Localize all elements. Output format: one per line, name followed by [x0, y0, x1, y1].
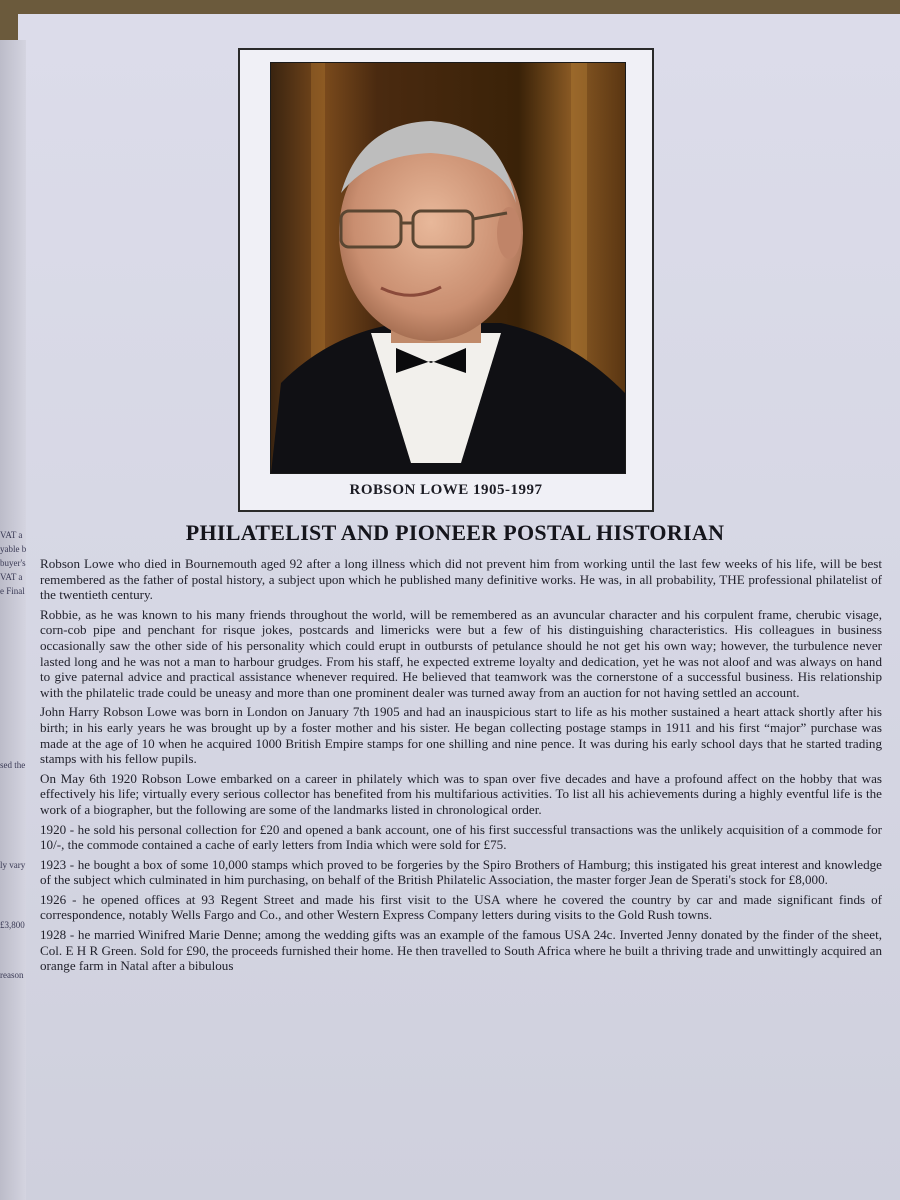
- paragraph: Robson Lowe who died in Bournemouth aged 92 after a long illness which did not prevent him from working until the last few weeks of his life, will be best remembered as the father of postal history, a subject upon which he published many definitive works. He was, in all probability, THE professional philatelist of the twentieth century.: [40, 556, 882, 603]
- fragment-text: reason: [0, 970, 24, 980]
- paragraph: 1926 - he opened offices at 93 Regent Street and made his first visit to the USA where he covered the country by car and made significant finds of correspondence, notably Wells Fargo and Co., and other Western Express Company letters during visits to the Gold Rush towns.: [40, 891, 882, 923]
- portrait-frame: [238, 48, 654, 512]
- fragment-text: e Final: [0, 586, 25, 596]
- fragment-text: buyer's: [0, 558, 26, 568]
- portrait-photo: [270, 62, 626, 474]
- fragment-text: VAT a: [0, 572, 23, 582]
- fragment-text: VAT a: [0, 530, 23, 540]
- adjacent-page-edge: [0, 40, 26, 1200]
- paragraph: 1923 - he bought a box of some 10,000 stamps which proved to be forgeries by the Spiro Brothers of Hamburg; this instigated his great interest and knowledge of the subject which culminated in him purchasing, on behalf of the British Philatelic Association, the master forger Jean de Sperati's stock for £8,000.: [40, 856, 882, 888]
- article-body: [40, 556, 882, 978]
- article-heading: PHILATELIST AND PIONEER POSTAL HISTORIAN: [185, 520, 725, 545]
- fragment-text: sed the: [0, 760, 26, 770]
- fragment-text: ly vary: [0, 860, 26, 870]
- paragraph: John Harry Robson Lowe was born in London on January 7th 1905 and had an inauspicious start to life as his mother sustained a heart attack shortly after his birth; in his early years he was brought up by a foster mother and his sister. He began collecting postage stamps in 1911 and his first “major” purchase was made at the age of 10 when he acquired 1000 British Empire stamps for one shilling and nine pence. It was during his early school days that he started trading stamps with his fellow pupils.: [40, 704, 882, 767]
- fragment-text: yable b: [0, 544, 26, 554]
- paragraph: 1928 - he married Winifred Marie Denne; among the wedding gifts was an example of the famous USA 24c. Inverted Jenny donated by the finder of the sheet, Col. E H R Green. Sold for £90, the proceeds furnished their home. He then travelled to South Africa where he built a thriving trade and unwittingly acquired an orange farm in Natal after a bibulous: [40, 927, 882, 974]
- paragraph: 1920 - he sold his personal collection for £20 and opened a bank account, one of his first successful transactions was the unlikely acquisition of a commode for 10/-, the commode contained a cache of early letters from India which were sold for £75.: [40, 821, 882, 853]
- paragraph: Robbie, as he was known to his many friends throughout the world, will be remembered as an avuncular character and his corpulent frame, cherubic visage, corn-cob pipe and penchant for risque jokes, postcards and limericks were but a few of his distinguishing characteristics. His colleagues in business occasionally saw the other side of his personality which could erupt in outbursts of petulance should he not get his own way; however, the turbulence never lasted long and he was not a man to harbour grudges. From his staff, he expected extreme loyalty and dedication, yet he was not aloof and was always on hand to give paternal advice and practical assistance whenever required. He believed that teamwork was the cornerstone of a successful business. His relationship with the philatelic trade could be uneasy and more than one prominent dealer was turned away from an auction for not having settled an account.: [40, 606, 882, 700]
- fragment-text: £3,800: [0, 920, 25, 930]
- portrait-caption: ROBSON LOWE 1905-1997: [349, 482, 543, 498]
- paragraph: On May 6th 1920 Robson Lowe embarked on a career in philately which was to span over five decades and have a profound affect on the hobby that was effectively his life; virtually every serious collector has benefited from his multifarious activities. To list all his achievements during a highly eventful life is the work of a biographer, but the following are some of the landmarks listed in chronological order.: [40, 770, 882, 817]
